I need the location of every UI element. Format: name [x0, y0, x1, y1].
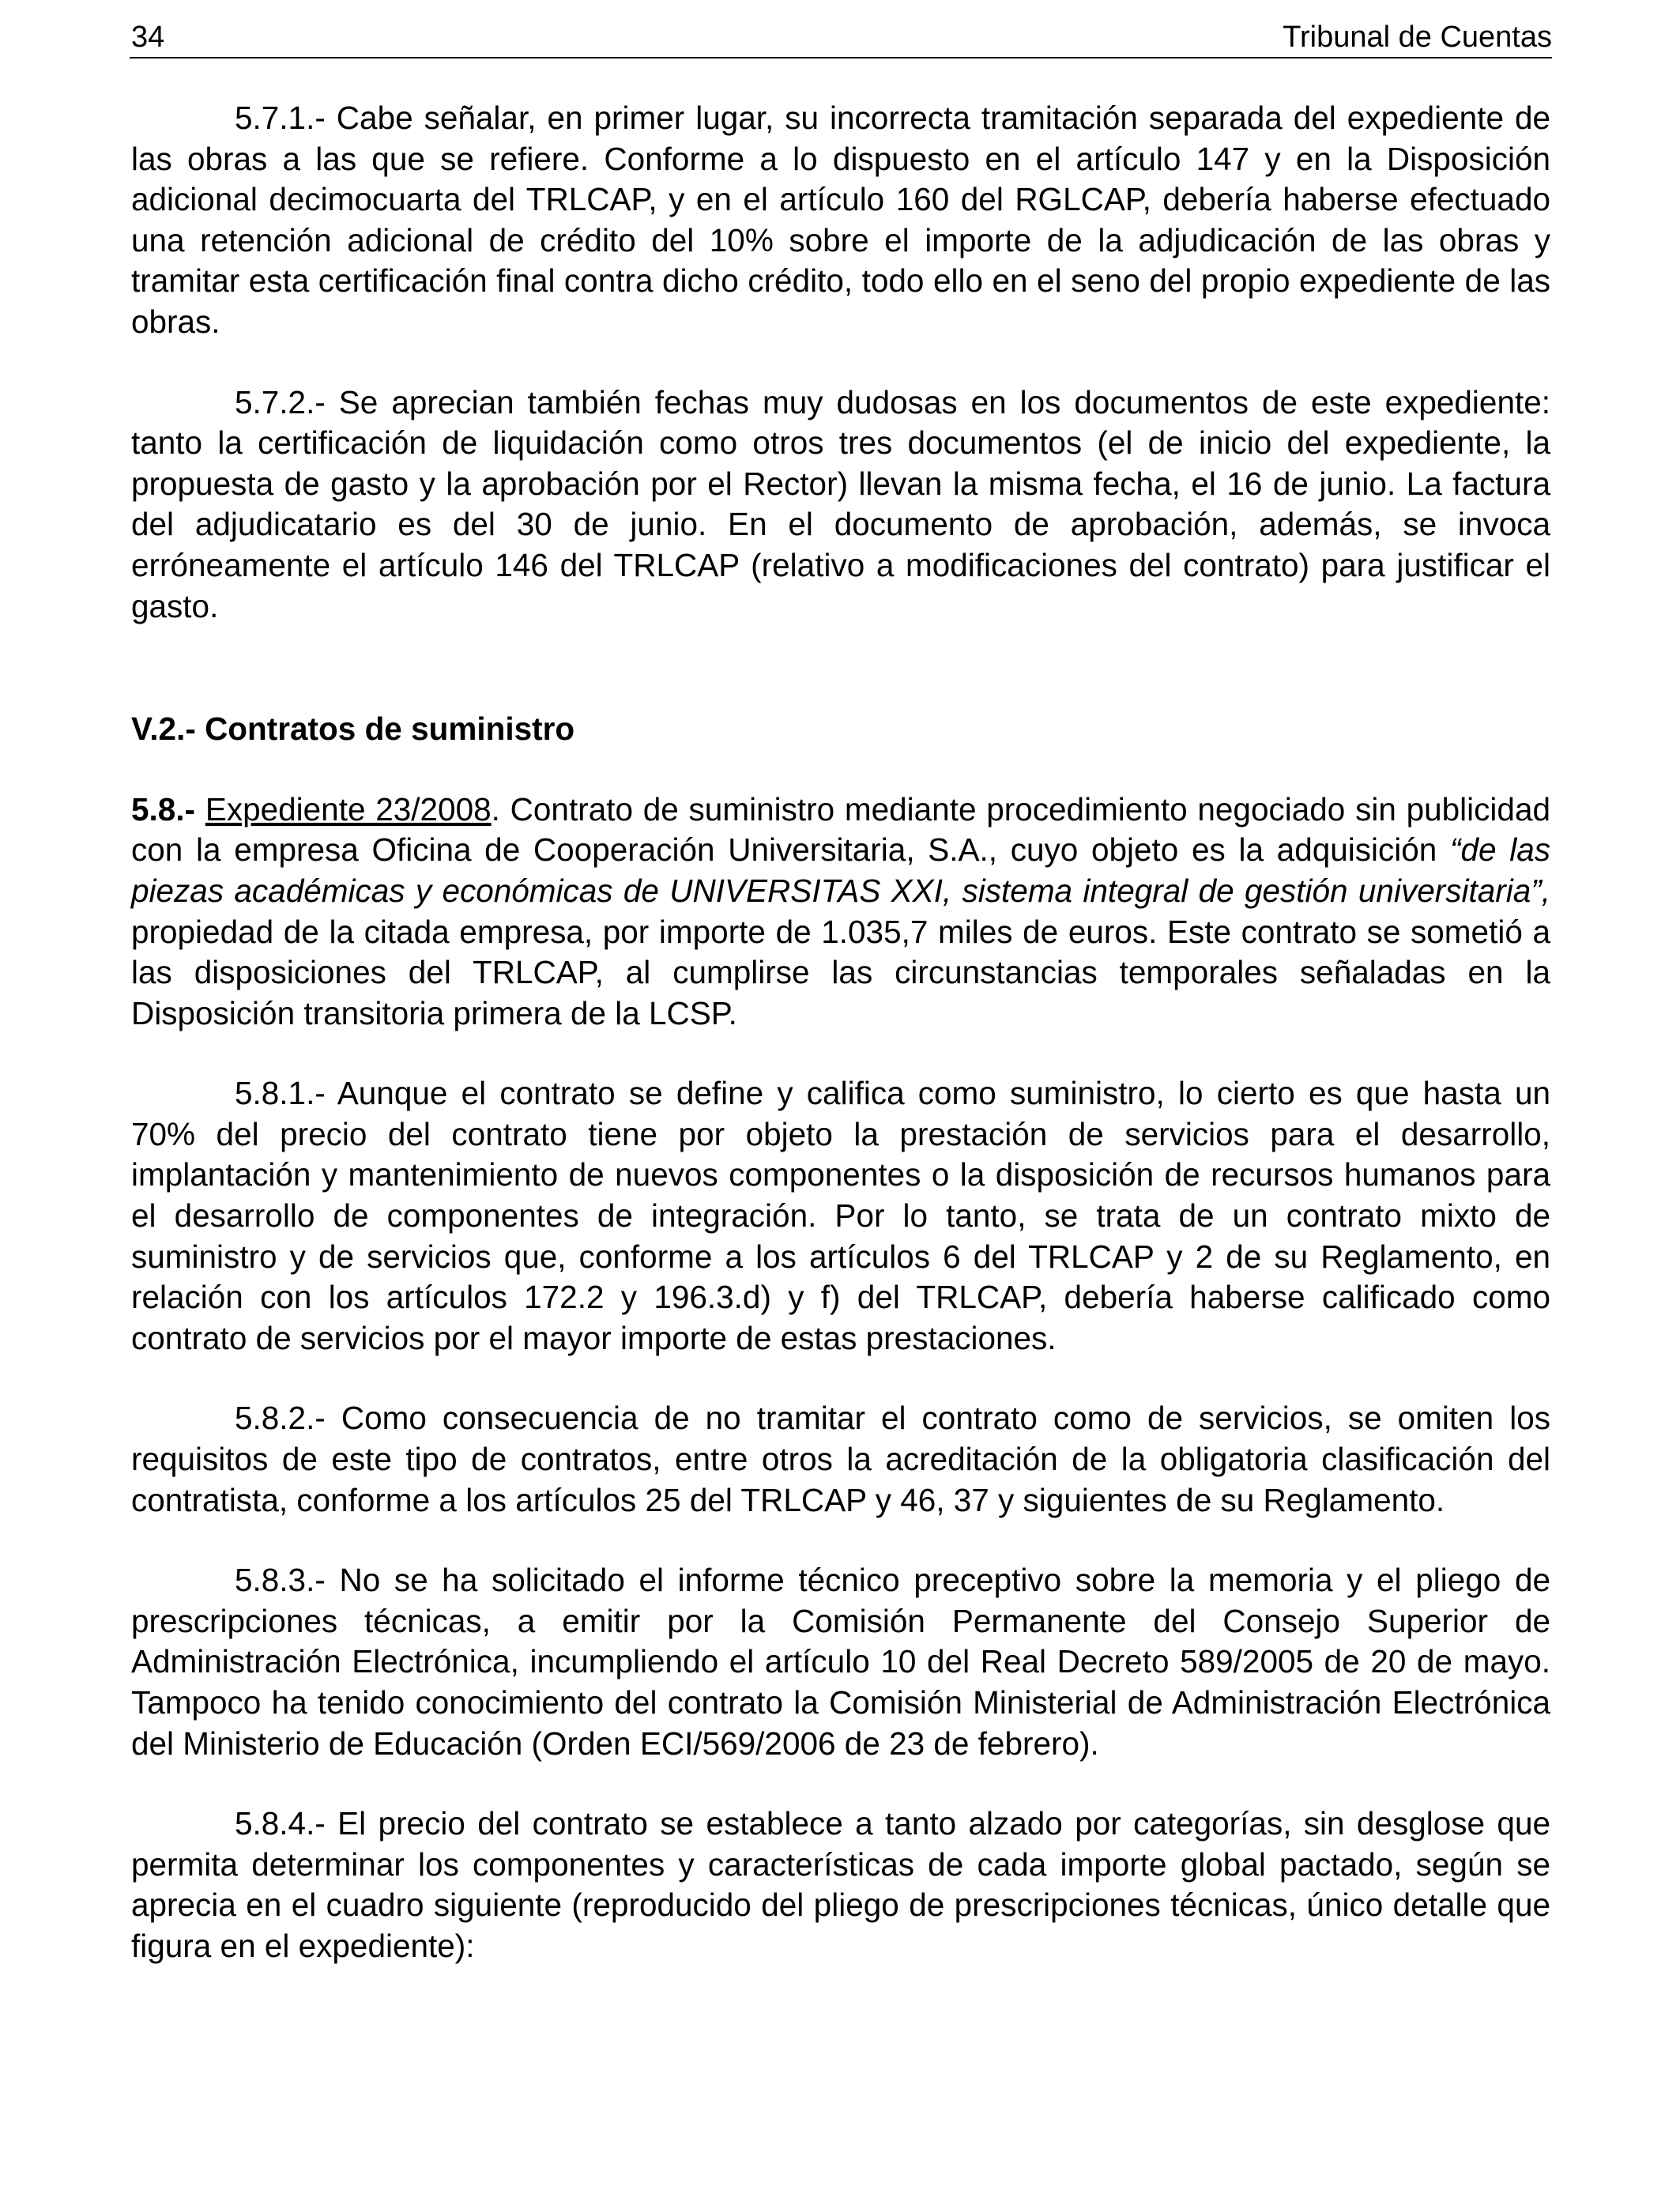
paragraph-5-8-2: 5.8.2.- Como consecuencia de no tramitar el contrato como de servicios, se omiten los requisitos de este tipo de contratos, entre otros la acreditación de la obligatoria clasificación del contratista, conforme a los artículos 25 del TRLCAP y 46, 37 y siguientes de su Reglamento.: [131, 1400, 1550, 1518]
contract-object-quote: “de las piezas académicas y económicas de UNIVERSITAS XXI, sistema integral de gestión universitaria”,: [131, 831, 1550, 909]
running-title: Tribunal de Cuentas: [1283, 21, 1552, 54]
page-header: [130, 17, 1552, 58]
paragraph-5-8: [131, 790, 1550, 1035]
section-heading-v2: V.2.- Contratos de suministro: [131, 711, 575, 748]
paragraph-text: . Contrato de suministro mediante procedimiento negociado sin publicidad con la empresa Oficina de Cooperación Universitaria, S.A., cuyo objeto es la adquisición: [131, 790, 1550, 869]
page-number: 34: [131, 21, 165, 54]
paragraph-number: 5.8.-: [131, 790, 196, 827]
expediente-reference: Expediente 23/2008: [205, 790, 492, 827]
paragraph-5-8-1: 5.8.1.- Aunque el contrato se define y califica como suministro, lo cierto es que hasta un 70% del precio del contrato tiene por objeto la prestación de servicios para el desarrollo, implantación y mantenimiento de nuevos componentes o la disposición de recursos humanos para el desarrollo de componentes de integración. Por lo tanto, se trata de un contrato mixto de suministro y de servicios que, conforme a los artículos 6 del TRLCAP y 2 de su Reglamento, en relación con los artículos 172.2 y 196.3.d) y f) del TRLCAP, debería haberse calificado como contrato de servicios por el mayor importe de estas prestaciones.: [131, 1075, 1550, 1356]
document-body: [131, 98, 1550, 1967]
paragraph-text: propiedad de la citada empresa, por importe de 1.035,7 miles de euros. Este contrato se sometió a las disposiciones del TRLCAP, al cumplirse las circunstancias temporales señaladas en la Disposición transitoria primera de la LCSP.: [131, 913, 1550, 1031]
paragraph-5-7-1: 5.7.1.- Cabe señalar, en primer lugar, su incorrecta tramitación separada del expediente de las obras a las que se refiere. Conforme a lo dispuesto en el artículo 147 y en la Disposición adicional decimocuarta del TRLCAP, y en el artículo 160 del RGLCAP, debería haberse efectuado una retención adicional de crédito del 10% sobre el importe de la adjudicación de las obras y tramitar esta certificación final contra dicho crédito, todo ello en el seno del propio expediente de las obras.: [131, 100, 1550, 340]
paragraph-5-7-2: 5.7.2.- Se aprecian también fechas muy dudosas en los documentos de este expediente: tanto la certificación de liquidación como otros tres documentos (el de inicio del expediente, la propuesta de gasto y la aprobación por el Rector) llevan la misma fecha, el 16 de junio. La factura del adjudicatario es del 30 de junio. En el documento de aprobación, además, se invoca erróneamente el artículo 146 del TRLCAP (relativo a modificaciones del contrato) para justificar el gasto.: [131, 383, 1550, 624]
paragraph-5-8-4: 5.8.4.- El precio del contrato se establece a tanto alzado por categorías, sin desglose que permita determinar los componentes y características de cada importe global pactado, según se aprecia en el cuadro siguiente (reproducido del pliego de prescripciones técnicas, único detalle que figura en el expediente):: [131, 1805, 1550, 1964]
paragraph-5-8-3: 5.8.3.- No se ha solicitado el informe técnico preceptivo sobre la memoria y el pliego de prescripciones técnicas, a emitir por la Comisión Permanente del Consejo Superior de Administración Electrónica, incumpliendo el artículo 10 del Real Decreto 589/2005 de 20 de mayo. Tampoco ha tenido conocimiento del contrato la Comisión Ministerial de Administración Electrónica del Ministerio de Educación (Orden ECI/569/2006 de 23 de febrero).: [131, 1562, 1550, 1762]
